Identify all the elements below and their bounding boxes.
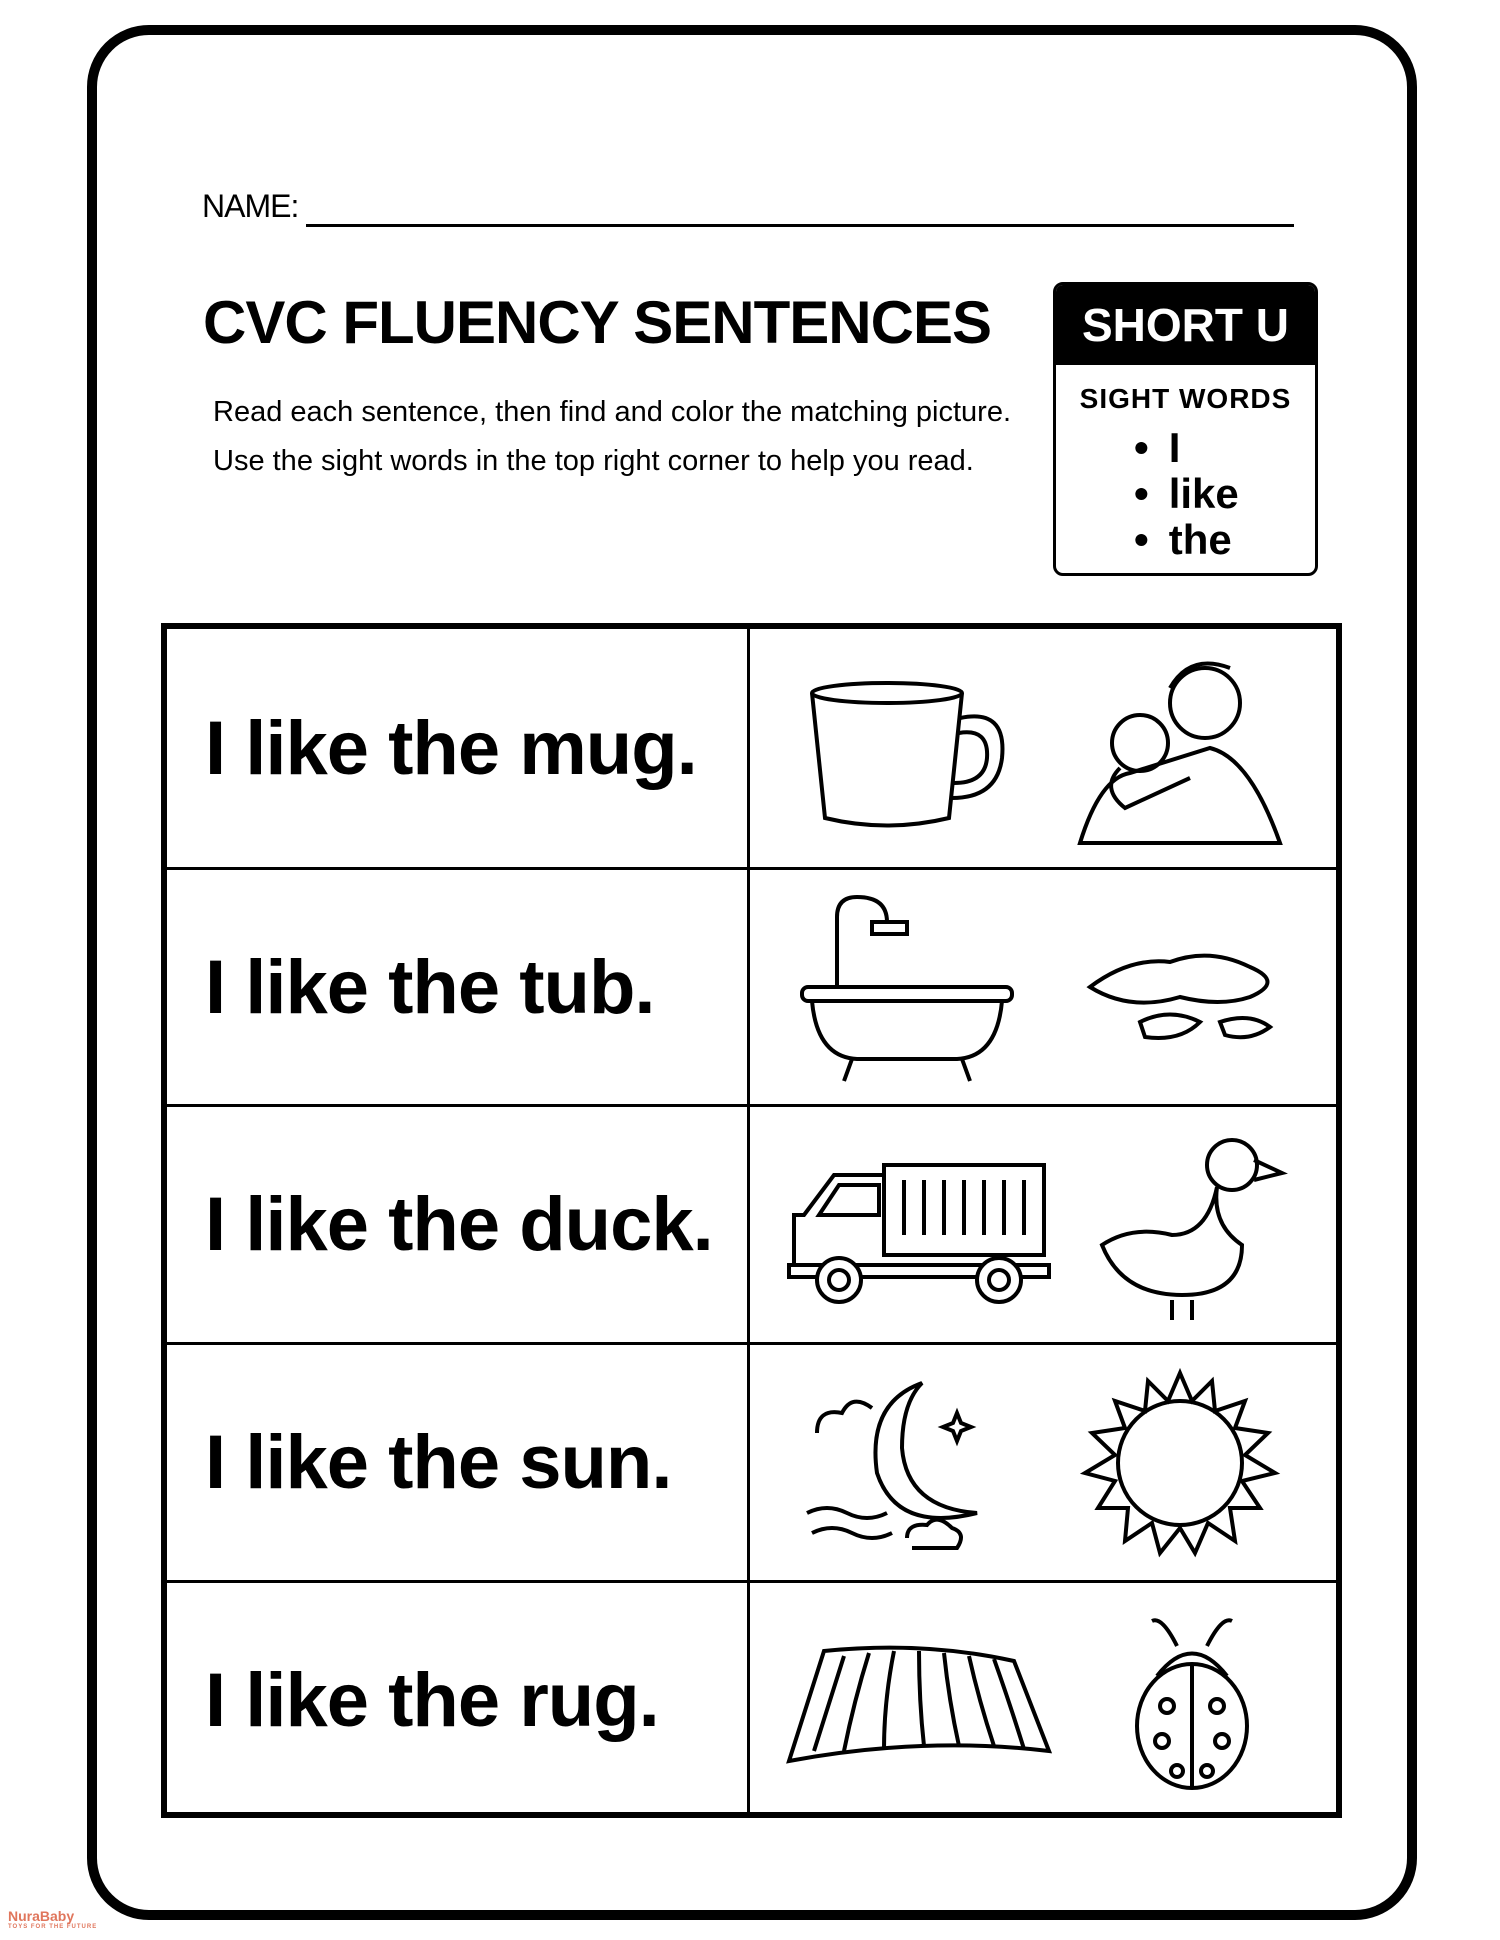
table-row [167,1583,1336,1818]
name-label: NAME: [202,188,299,224]
sentence: I like the tub. [167,870,750,1104]
brand-logo [8,1908,97,1930]
worksheet-title: CVC FLUENCY SENTENCES [203,289,992,356]
moon-icon[interactable] [797,1363,1017,1563]
sight-words-box [1053,282,1318,576]
table-row [167,1345,1336,1583]
puddle-icon[interactable] [1070,887,1290,1087]
hug-icon[interactable] [1070,648,1290,848]
short-u-badge: SHORT U [1056,285,1315,365]
sight-word: • the [1134,517,1315,563]
name-field-line[interactable] [306,224,1294,227]
sentence: I like the mug. [167,629,750,867]
bathtub-icon[interactable] [797,887,1017,1087]
sentence-table [161,623,1342,1818]
sight-word: • like [1134,471,1315,517]
brand-name: NuraBaby [8,1908,75,1924]
instructions: Read each sentence, then find and color the matching picture. Use the sight words in the top right corner to help you read. [213,396,1012,477]
duck-icon[interactable] [1082,1125,1302,1325]
sun-icon[interactable] [1070,1363,1290,1563]
brand-tagline: TOYS FOR THE FUTURE [8,1924,98,1930]
sentence: I like the duck. [167,1107,750,1342]
table-row [167,629,1336,870]
sight-words-heading: SIGHT WORDS [1079,383,1292,414]
mug-icon[interactable] [797,648,1017,848]
sentence: I like the sun. [167,1345,750,1580]
truck-icon[interactable] [784,1125,1054,1325]
table-row [167,870,1336,1107]
sight-word: • I [1134,425,1315,471]
sentence: I like the rug. [167,1583,750,1818]
table-row [167,1107,1336,1345]
ladybug-icon[interactable] [1082,1601,1302,1801]
rug-icon[interactable] [784,1601,1054,1801]
